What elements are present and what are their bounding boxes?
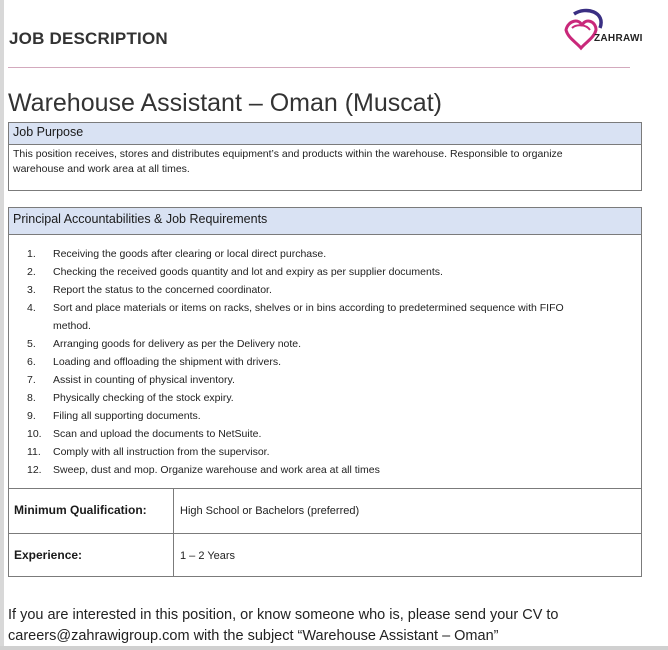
list-text: Scan and upload the documents to NetSuite.: [53, 428, 262, 440]
job-purpose-heading: Job Purpose: [9, 123, 641, 145]
list-item: [27, 461, 613, 479]
list-number: 8.: [27, 392, 36, 404]
list-number: 7.: [27, 374, 36, 386]
list-number-spacer: [27, 317, 53, 335]
list-number: 1.: [27, 248, 36, 260]
list-number: 3.: [27, 284, 36, 296]
job-purpose-line: This position receives, stores and distributes equipment’s and products within the warehouse. Responsible to organize: [13, 148, 563, 160]
accountabilities-section: [8, 207, 642, 577]
list-text: Physically checking of the stock expiry.: [53, 392, 234, 404]
list-item: [27, 335, 613, 353]
list-item: [27, 371, 613, 389]
table-divider: [8, 488, 642, 489]
document-header-title: JOB DESCRIPTION: [9, 29, 168, 48]
list-text: Arranging goods for delivery as per the Delivery note.: [53, 338, 302, 350]
list-text: Assist in counting of physical inventory.: [53, 374, 235, 386]
list-item: [27, 353, 613, 371]
list-text: Sort and place materials or items on racks, shelves or in bins according to predetermined sequence with FIFO: [53, 302, 564, 314]
job-title: Warehouse Assistant – Oman (Muscat): [8, 89, 442, 117]
list-number: 2.: [27, 266, 36, 278]
zahrawi-logo-icon: [560, 8, 660, 52]
list-item: [27, 425, 613, 443]
job-purpose-line: warehouse and work area at all times.: [13, 163, 190, 175]
table-divider: [8, 533, 642, 534]
page-edge-left: [0, 0, 4, 650]
list-item: [27, 299, 613, 317]
list-number: 9.: [27, 410, 36, 422]
list-number: 11.: [27, 446, 41, 458]
list-text: Filing all supporting documents.: [53, 410, 201, 422]
table-column-divider: [173, 488, 174, 577]
qualification-label: Minimum Qualification:: [14, 503, 147, 517]
requirements-list: [27, 245, 613, 479]
list-number: 6.: [27, 356, 36, 368]
list-text: Receiving the goods after clearing or local direct purchase.: [53, 248, 327, 260]
job-purpose-section: [8, 122, 642, 191]
list-item: [27, 443, 613, 461]
list-number: 12.: [27, 464, 42, 476]
list-text: Comply with all instruction from the supervisor.: [53, 446, 270, 458]
logo-wordmark: ZAHRAWI: [594, 33, 643, 44]
qualification-value: High School or Bachelors (preferred): [180, 505, 360, 517]
list-text: Checking the received goods quantity and lot and expiry as per supplier documents.: [53, 266, 443, 278]
list-number: 5.: [27, 338, 36, 350]
job-purpose-text: [9, 145, 641, 179]
list-item: [27, 389, 613, 407]
list-item: [27, 281, 613, 299]
list-item: [27, 407, 613, 425]
header-divider: [8, 67, 630, 68]
list-number: 4.: [27, 302, 36, 314]
list-text: Sweep, dust and mop. Organize warehouse and work area at all times: [53, 464, 380, 476]
footer-line: careers@zahrawigroup.com with the subject “Warehouse Assistant – Oman”: [8, 628, 499, 644]
footer-line: If you are interested in this position, or know someone who is, please send your CV to: [8, 607, 559, 623]
list-item-continuation: [27, 317, 613, 335]
list-text: method.: [53, 320, 91, 332]
experience-value: 1 – 2 Years: [180, 550, 236, 562]
list-item: [27, 263, 613, 281]
accountabilities-heading: Principal Accountabilities & Job Requirements: [9, 208, 641, 235]
list-number: 10.: [27, 428, 42, 440]
list-text: Loading and offloading the shipment with drivers.: [53, 356, 282, 368]
list-item: [27, 245, 613, 263]
application-instructions: [8, 605, 559, 647]
list-text: Report the status to the concerned coordinator.: [53, 284, 272, 296]
experience-label: Experience:: [14, 548, 83, 562]
